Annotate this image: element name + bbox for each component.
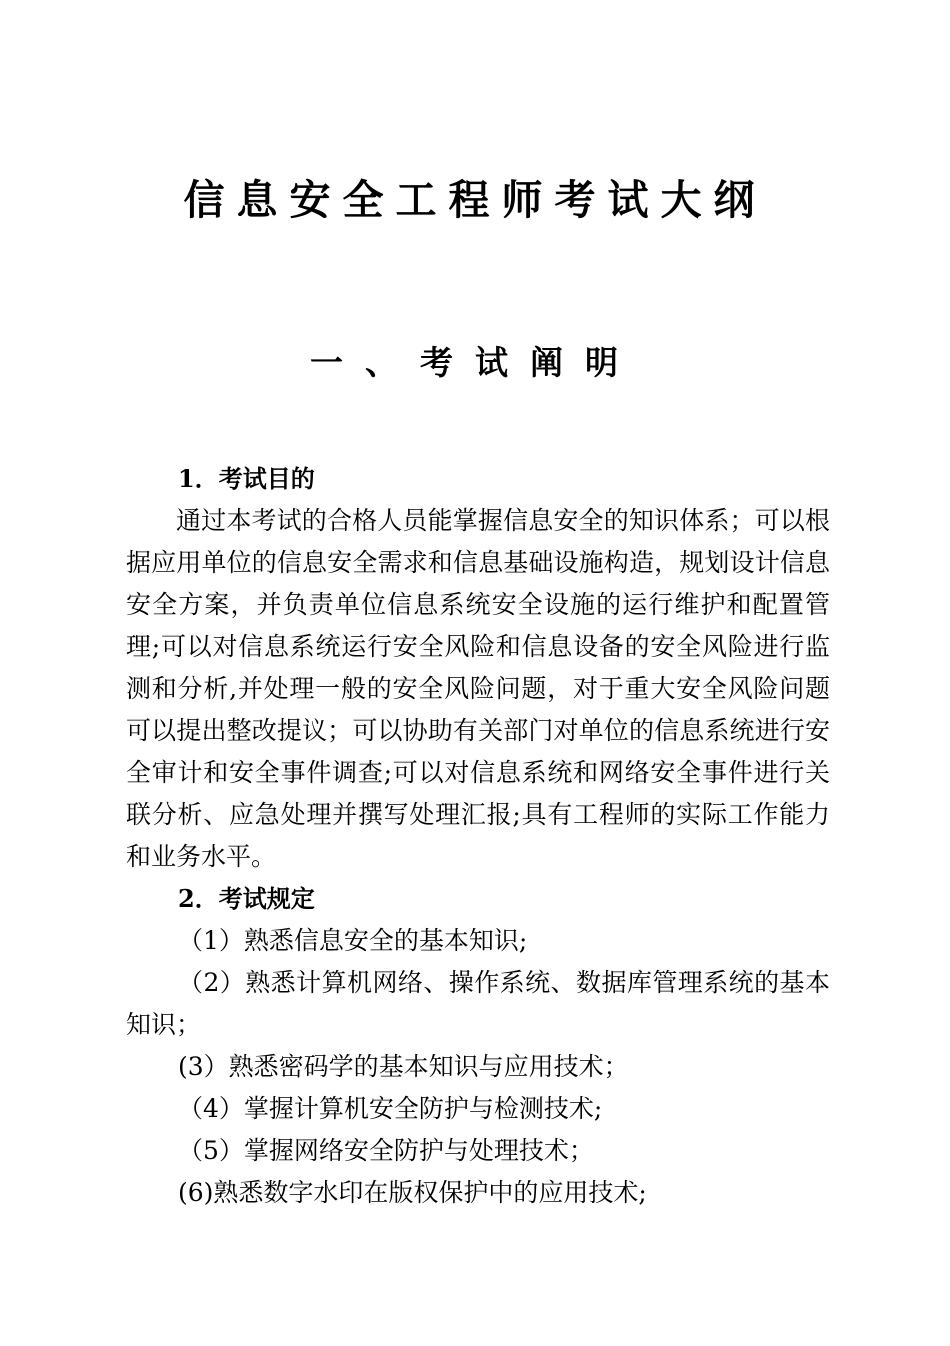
requirement-item: (6)熟悉数字水印在版权保护中的应用技术;	[178, 1178, 647, 1207]
subsection-heading-purpose	[126, 458, 830, 500]
requirement-item: (3）熟悉密码学的基本知识与应用技术；	[178, 1052, 629, 1081]
requirement-item: （1）熟悉信息安全的基本知识;	[178, 926, 528, 955]
subsection-title: 考试目的	[218, 465, 315, 493]
section-heading: 一、考试阐明	[310, 343, 640, 382]
requirement-item: （2）熟悉计算机网络、操作系统、数据库管理系统的基本知识；	[126, 968, 830, 1039]
requirement-item: （5）掌握网络安全防护与处理技术；	[178, 1136, 594, 1165]
subsection-number: 2．	[178, 884, 219, 913]
requirement-item: （4）掌握计算机安全防护与检测技术;	[178, 1094, 603, 1123]
purpose-paragraph: 通过本考试的合格人员能掌握信息安全的知识体系；可以根据应用单位的信息安全需求和信息基础设施构造，规划设计信息安全方案，并负责单位信息系统安全设施的运行维护和配置管理;可以对信息系统运行安全风险和信息设备的安全风险进行监测和分析,并处理一般的安全风险问题，对于重大安全风险问题可以提出整改提议；可以协助有关部门对单位的信息系统进行安全审计和安全事件调查;可以对信息系统和网络安全事件进行关联分析、应急处理并撰写处理汇报;具有工程师的实际工作能力和业务水平。	[126, 506, 830, 871]
subsection-title: 考试规定	[218, 885, 315, 913]
document-title: 信息安全工程师考试大纲	[183, 176, 767, 224]
subsection-number: 1．	[178, 464, 219, 493]
subsection-heading-requirements	[126, 878, 830, 920]
document-body	[126, 458, 830, 1214]
